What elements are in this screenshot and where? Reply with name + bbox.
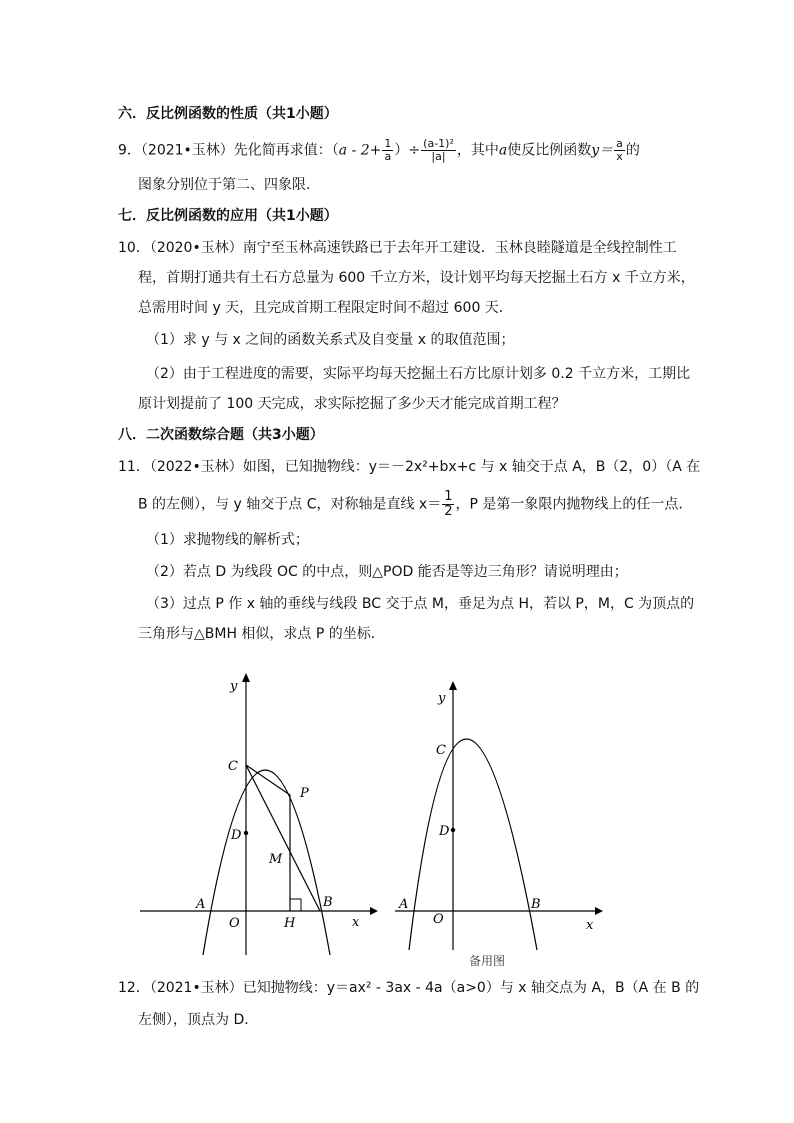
x-axis-arrow-icon <box>370 907 378 915</box>
question-11-sub-1: （1）求抛物线的解析式； <box>146 532 309 548</box>
label-h: H <box>284 916 296 931</box>
segment-cb <box>246 765 320 911</box>
label-a: A <box>399 897 409 912</box>
fraction-one-half: $\frac{1}{2}$ <box>444 489 453 519</box>
question-11-sub-3b: 三角形与△BMH 相似，求点 P 的坐标． <box>138 626 385 642</box>
segment-cp <box>246 765 290 795</box>
label-y: y <box>230 679 238 694</box>
label-b: B <box>531 897 541 912</box>
question-9-line-2: 图象分别位于第二、四象限． <box>138 177 320 193</box>
question-11-sub-2: （2）若点 D 为线段 OC 的中点，则△POD 能否是等边三角形？请说明理由； <box>146 564 628 580</box>
figure-2-caption: 备用图 <box>469 954 506 968</box>
right-angle-mark <box>290 899 301 911</box>
question-11-line-1: 11．（2022•玉林）如图，已知抛物线：y＝－2x²+bx+c 与 x 轴交于点 A，B（2，0）（A 在 <box>118 459 701 475</box>
fraction-a-minus-1-squared-over-abs-a: $\frac{\text{(a-1)²}}{|a|}$ <box>423 137 454 163</box>
label-d: D <box>439 824 450 839</box>
label-c: C <box>436 743 446 758</box>
label-x: x <box>586 918 594 933</box>
y-axis-arrow-icon <box>449 681 457 690</box>
label-p: P <box>300 786 309 801</box>
section-heading-8: 八．二次函数综合题（共3小题） <box>118 427 324 443</box>
point-d <box>451 828 455 832</box>
point-d <box>244 831 248 835</box>
question-10-line-2: 程，首期打通共有土石方总量为 600 千立方米，设计划平均每天挖掘土石方 x 千立方米， <box>138 270 695 286</box>
label-c: C <box>228 759 238 774</box>
label-o: O <box>433 912 444 927</box>
question-12-line-2: 左侧），顶点为 D． <box>138 1012 259 1028</box>
section-heading-7: 七．反比例函数的应用（共1小题） <box>118 208 338 224</box>
fraction-a-over-x: $\frac{a}{x}$ <box>616 137 623 163</box>
figure-1-diagram <box>130 670 380 960</box>
label-m: M <box>269 852 283 867</box>
label-a: A <box>196 897 206 912</box>
y-axis-arrow-icon <box>242 673 250 682</box>
question-9-line-1: 9．（2021•玉林）先化简再求值：（a - 2+ $\frac{1}{a}$ ）÷ $\frac{\text{(a-1)²}}{|a|}$ ，其中a使反比例函数y＝ $\frac{a}{x}$ 的 <box>118 137 640 163</box>
question-11-line-2: B 的左侧），与 y 轴交于点 C，对称轴是直线 x＝ $\frac{1}{2}$ ，P 是第一象限内抛物线上的任一点． <box>138 489 693 519</box>
question-10-sub-2b: 原计划提前了 100 天完成，求实际挖掘了多少天才能完成首期工程？ <box>138 396 566 412</box>
label-d: D <box>231 828 242 843</box>
parabola-curve <box>203 770 330 955</box>
fraction-1-over-a: $\frac{1}{a}$ <box>384 137 392 163</box>
question-10-line-1: 10．（2020•玉林）南宁至玉林高速铁路已于去年开工建设．玉林良睦隧道是全线控制性工 <box>118 240 677 256</box>
section-heading-6: 六．反比例函数的性质（共1小题） <box>118 106 338 122</box>
question-10-line-3: 总需用时间 y 天，且完成首期工程限定时间不超过 600 天． <box>138 300 513 316</box>
figure-2-diagram <box>390 678 610 953</box>
label-o: O <box>229 916 240 931</box>
label-y: y <box>438 691 446 706</box>
label-x: x <box>352 915 360 930</box>
parabola-curve <box>409 739 537 950</box>
question-12-line-1: 12．（2021•玉林）已知抛物线：y＝ax² - 3ax - 4a（a>0）与 x 轴交点为 A，B（A 在 B 的 <box>118 980 700 996</box>
question-10-sub-1: （1）求 y 与 x 之间的函数关系式及自变量 x 的取值范围； <box>146 332 515 348</box>
question-10-sub-2: （2）由于工程进度的需要，实际平均每天挖掘土石方比原计划多 0.2 千立方米，工期比 <box>146 366 691 382</box>
x-axis-arrow-icon <box>595 907 603 915</box>
label-b: B <box>323 895 333 910</box>
question-11-sub-3: （3）过点 P 作 x 轴的垂线与线段 BC 交于点 M，垂足为点 H，若以 P，M，C 为顶点的 <box>146 596 695 612</box>
